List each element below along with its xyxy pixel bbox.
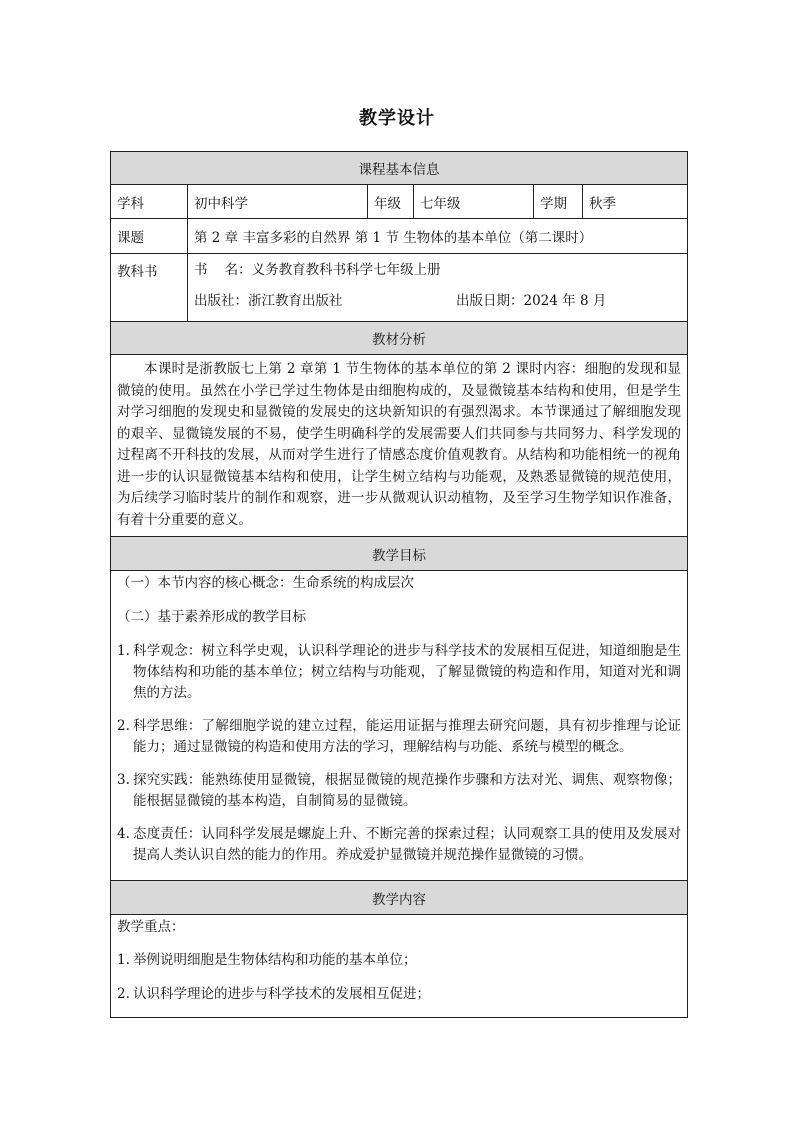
content-item: 2. 认识科学理论的进步与科学技术的发展相互促进； xyxy=(117,986,430,1002)
goal-item: 1. 科学观念：树立科学史观，认识科学理论的进步与科学技术的发展相互促进，知道细胞是生物体结构和功能的基本单位；树立结构与功能观，了解显微镜的构造和作用，知道对光和调焦的方法。 xyxy=(117,643,682,701)
topic-label: 课题 xyxy=(111,219,188,254)
goal-item: 4. 态度责任：认同科学发展是螺旋上升、不断完善的探索过程；认同观察工具的使用及发展对提高人类认识自然的能力的作用。养成爱护显微镜并规范操作显微镜的习惯。 xyxy=(117,826,682,863)
goal-item: 3. 探究实践：能熟练使用显微镜，根据显微镜的规范操作步骤和方法对光、调焦、观察物像；能根据显微镜的基本构造，自制简易的显微镜。 xyxy=(117,772,682,809)
analysis-header: 教材分析 xyxy=(111,322,688,355)
term-value: 秋季 xyxy=(583,185,688,219)
publisher: 出版社：浙江教育出版社 xyxy=(194,293,343,309)
lesson-plan-table xyxy=(110,151,688,1018)
textbook-info xyxy=(188,254,688,322)
document-title: 教学设计 xyxy=(359,108,435,129)
goal-item: 2. 科学思维：了解细胞学说的建立过程，能运用证据与推理去研究问题，具有初步推理与论证能力；通过显微镜的构造和使用方法的学习，理解结构与功能、系统与模型的概念。 xyxy=(117,718,682,755)
subject-value: 初中科学 xyxy=(188,185,368,219)
publish-date: 出版日期：2024 年 8 月 xyxy=(456,293,607,309)
key-points-label: 教学重点： xyxy=(117,919,185,935)
content-header: 教学内容 xyxy=(111,881,688,915)
grade-label: 年级 xyxy=(368,185,414,219)
textbook-label: 教科书 xyxy=(111,254,188,322)
core-concept: （一）本节内容的核心概念：生命系统的构成层次 xyxy=(117,575,414,591)
content-cell xyxy=(111,915,688,1018)
content-item: 1. 举例说明细胞是生物体结构和功能的基本单位； xyxy=(117,952,417,968)
analysis-cell xyxy=(111,355,688,537)
goals-cell xyxy=(111,571,688,881)
book-name: 书 名：义务教育教科书科学七年级上册 xyxy=(194,262,441,278)
term-label: 学期 xyxy=(534,185,583,219)
goals-subtitle: （二）基于素养形成的教学目标 xyxy=(117,609,306,625)
goals-header: 教学目标 xyxy=(111,537,688,571)
basic-info-header: 课程基本信息 xyxy=(111,152,688,185)
analysis-text: 本课时是浙教版七上第 2 章第 1 节生物体的基本单位的第 2 课时内容：细胞的发现和显微镜的使用。虽然在小学已学过生物体是由细胞构成的，及显微镜基本结构和使用，但是学生对学习细胞的发现史和显微镜的发展史的这块新知识的有强烈渴求。本节课通过了解细胞发现的艰辛、显微镜发展的不易，使学生明确科学的发展需要人们共同参与共同努力、科学发现的过程离不开科技的发展，从而对学生进行了情感态度价值观教育。从结构和功能相统一的视角进一步的认识显微镜基本结构和使用，让学生树立结构与功能观，及熟悉显微镜的规范使用，为后续学习临时装片的制作和观察，进一步从微观认识动植物，及至学习生物学知识作准备，有着十分重要的意义。 xyxy=(117,361,682,528)
grade-value: 七年级 xyxy=(414,185,534,219)
subject-label: 学科 xyxy=(111,185,188,219)
topic-value: 第 2 章 丰富多彩的自然界 第 1 节 生物体的基本单位（第二课时） xyxy=(188,219,688,254)
